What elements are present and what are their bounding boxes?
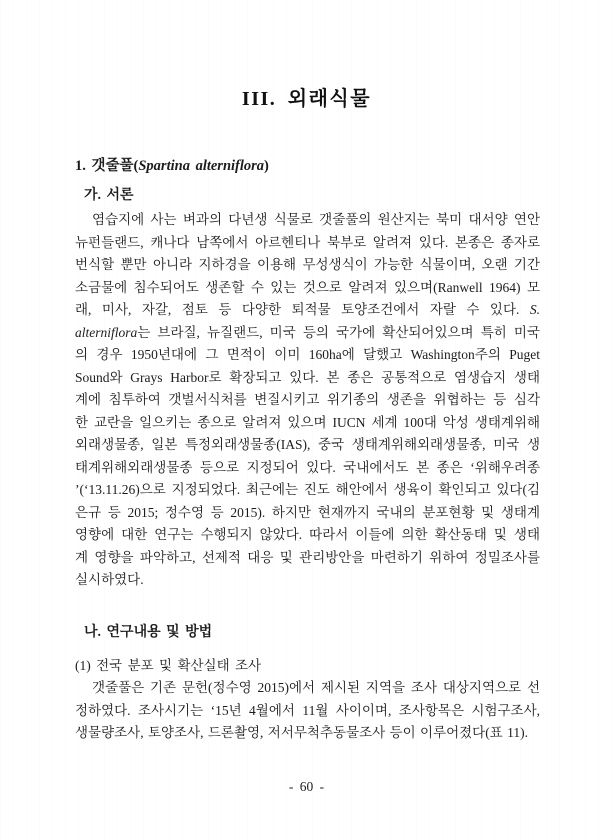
text-segment: 외래생물종, 일본 특정외래생물종(IAS), 중국 생태계위해외래생물종, 미국 생 bbox=[75, 437, 540, 452]
text-line bbox=[75, 547, 540, 570]
text-segment: 갯줄풀은 기존 문헌(정수영 2015)에서 제시된 지역을 조사 대상지역으로 선 bbox=[92, 680, 540, 695]
subsection-heading-methods: 나. 연구내용 및 방법 bbox=[84, 625, 213, 640]
text-line bbox=[75, 277, 540, 300]
text-segment: 번식할 뿐만 아니라 지하경을 이용해 무성생식이 가능한 식물이며, 오랜 기간 bbox=[75, 257, 540, 272]
text-line bbox=[75, 722, 540, 745]
text-segment: 실시하였다. bbox=[75, 572, 144, 587]
text-line bbox=[75, 502, 540, 525]
species-name-italic: alterniflora bbox=[75, 324, 138, 340]
methods-paragraph bbox=[75, 677, 540, 745]
text-line bbox=[75, 322, 540, 345]
text-segment: 계에 침투하여 갯벌서식처를 변질시키고 위기종의 생존을 위협하는 등 심각 bbox=[75, 392, 540, 407]
subsection-heading-survey: (1) 전국 분포 및 확산실태 조사 bbox=[75, 658, 262, 673]
page-title: III. 외래식물 bbox=[241, 88, 372, 110]
subsection-heading-intro: 가. 서론 bbox=[84, 188, 134, 203]
text-line bbox=[75, 254, 540, 277]
text-line bbox=[75, 412, 540, 435]
text-segment: 정하였다. 조사시기는 ‘15년 4월에서 11월 사이이며, 조사항목은 시험구조사, bbox=[75, 702, 540, 718]
section-heading-text: 1. 갯줄풀( bbox=[75, 158, 139, 174]
text-line bbox=[75, 209, 540, 232]
text-line bbox=[75, 344, 540, 367]
text-line bbox=[75, 700, 540, 723]
text-segment: 태계위해외래생물종 등으로 지정되어 있다. 국내에서도 본 종은 ‘위해우려종 bbox=[75, 459, 540, 475]
text-segment: 래, 미사, 자갈, 점토 등 다양한 퇴적물 토양조건에서 자랄 수 있다. bbox=[75, 302, 530, 317]
text-line bbox=[75, 299, 540, 322]
species-name-italic: Spartina alterniflora bbox=[138, 158, 265, 174]
page-number: - 60 - bbox=[288, 779, 325, 794]
text-line bbox=[75, 389, 540, 412]
text-line bbox=[75, 479, 540, 502]
species-name-italic: S. bbox=[529, 302, 540, 317]
text-line bbox=[75, 524, 540, 547]
text-line bbox=[75, 457, 540, 480]
section-heading-close: ) bbox=[264, 158, 269, 174]
text-segment: 생물량조사, 토양조사, 드론촬영, 저서무척추동물조사 등이 이루어졌다(표 11). bbox=[75, 725, 528, 740]
text-segment: 영향에 대한 연구는 수행되지 않았다. 따라서 이들에 의한 확산동태 및 생태 bbox=[75, 527, 540, 542]
text-segment: 염습지에 사는 벼과의 다년생 식물로 갯줄풀의 원산지는 북미 대서양 연안 bbox=[92, 212, 540, 227]
text-line bbox=[75, 569, 540, 592]
text-line bbox=[75, 677, 540, 700]
intro-paragraph bbox=[75, 209, 540, 592]
text-line bbox=[75, 434, 540, 457]
text-segment: 뉴펀들랜드, 캐나다 남쪽에서 아르헨티나 북부로 알려져 있다. 본종은 종자로 bbox=[75, 234, 540, 250]
text-segment: 는 브라질, 뉴질랜드, 미국 등의 국가에 확산되어있으며 특히 미국 bbox=[137, 324, 540, 340]
text-segment: ’(‘13.11.26)으로 지정되었다. 최근에는 진도 해안에서 생육이 확인되고 있다(김 bbox=[75, 482, 540, 497]
text-segment: 의 경우 1950년대에 그 면적이 이미 160ha에 달했고 Washington주의 Puget bbox=[75, 347, 540, 362]
text-line bbox=[75, 367, 540, 390]
text-line bbox=[75, 232, 540, 255]
text-segment: 계 영향을 파악하고, 선제적 대응 및 관리방안을 마련하기 위하여 정밀조사를 bbox=[75, 549, 540, 565]
text-segment: Sound와 Grays Harbor로 확장되고 있다. 본 종은 공통적으로 염생습지 생태 bbox=[75, 369, 540, 385]
text-segment: 은규 등 2015; 정수영 등 2015). 하지만 현재까지 국내의 분포현황 및 생태계 bbox=[75, 504, 540, 520]
text-segment: 소금물에 침수되어도 생존할 수 있는 것으로 알려져 있으며(Ranwell 1964) 모 bbox=[75, 279, 540, 295]
section-heading bbox=[75, 154, 269, 175]
text-segment: 한 교란을 일으키는 종으로 알려져 있으며 IUCN 세계 100대 악성 생태계위해 bbox=[75, 414, 540, 430]
